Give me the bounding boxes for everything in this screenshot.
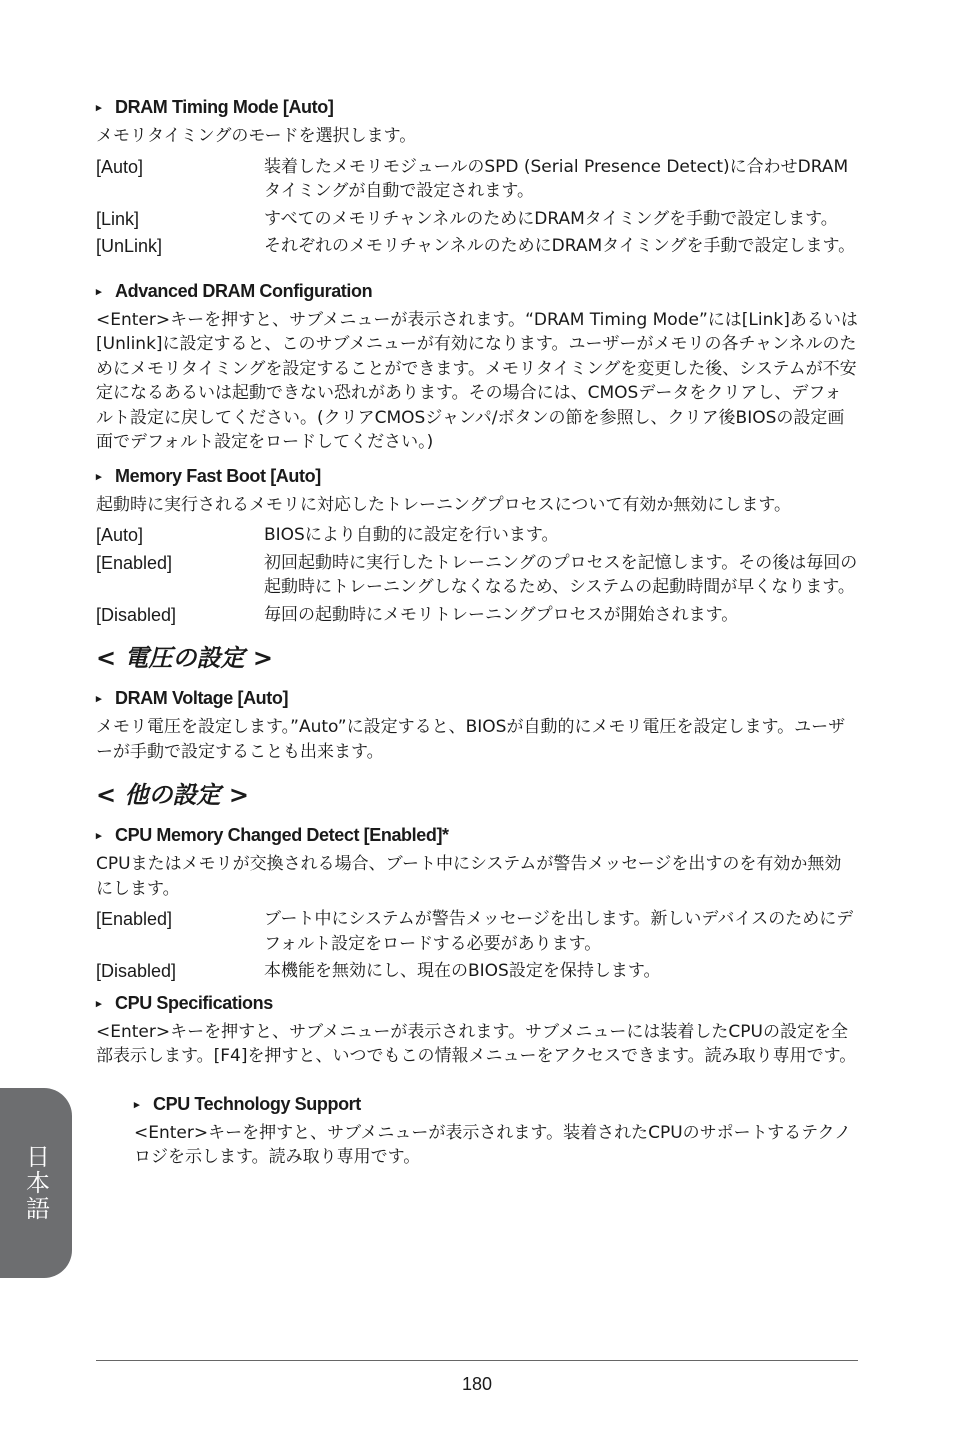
setting-heading-text: CPU Memory Changed Detect [Enabled]*: [115, 825, 449, 845]
setting-heading-text: CPU Technology Support: [153, 1093, 361, 1114]
option-description: ブート中にシステムが警告メッセージを出します。新しいデバイスのためにデフォルト設定をロードする必要があります。: [264, 909, 854, 954]
setting-heading: [96, 276, 858, 306]
setting-heading-text: Memory Fast Boot [Auto]: [115, 465, 321, 486]
language-tab-label: 日本語: [21, 1144, 50, 1222]
page-number: 180: [461, 1374, 493, 1394]
option-description: それぞれのメモリチャンネルのためにDRAMタイミングを手動で設定します。: [264, 236, 856, 256]
setting-heading: [134, 1089, 858, 1119]
option-key: [Enabled]: [96, 909, 173, 929]
option-row: [96, 155, 858, 204]
language-side-tab: [0, 1088, 72, 1278]
section-title: < 電圧の設定 >: [96, 644, 273, 672]
section-title: < 他の設定 >: [96, 781, 249, 809]
option-key: [Auto]: [96, 525, 144, 545]
option-key: [Auto]: [96, 156, 144, 177]
setting-heading: [96, 820, 858, 850]
description-paragraph: 起動時に実行されるメモリに対応したトレーニングプロセスについて有効か無効にします。: [96, 494, 791, 515]
setting-heading-text: DRAM Timing Mode [Auto]: [115, 97, 334, 117]
bullet-arrow-icon: ▸: [96, 830, 102, 842]
setting-heading: [96, 988, 858, 1018]
page-content: [96, 88, 858, 1176]
option-row: [96, 234, 858, 259]
option-description: BIOSにより自動的に設定を行います。: [264, 525, 559, 545]
setting-heading-text: Advanced DRAM Configuration: [115, 280, 373, 301]
option-description: すべてのメモリチャンネルのためにDRAMタイミングを手動で設定します。: [264, 208, 838, 229]
bullet-arrow-icon: ▸: [96, 997, 102, 1010]
option-row: [96, 959, 858, 984]
option-key: [Link]: [96, 208, 140, 229]
setting-heading: [96, 683, 858, 713]
description-paragraph: CPUまたはメモリが交換される場合、ブート中にシステムが警告メッセージを出すのを有効か無効にします。: [96, 854, 842, 899]
setting-heading-text: DRAM Voltage [Auto]: [115, 688, 289, 708]
spacer: [96, 262, 858, 272]
description-paragraph: メモリ電圧を設定します。”Auto”に設定すると、BIOSが自動的にメモリ電圧を設定します。ユーザーが手動で設定することも出来ます。: [96, 717, 846, 762]
description-paragraph: メモリタイミングのモードを選択します。: [96, 126, 417, 146]
option-row: [96, 551, 858, 600]
option-description: 初回起動時に実行したトレーニングのプロセスを記憶します。その後は毎回の起動時にトレーニングしなくなるため、システムの起動時間が早くなります。: [264, 552, 858, 597]
option-row: [96, 523, 858, 548]
spacer: [96, 1075, 858, 1085]
option-row: [96, 603, 858, 628]
option-key: [Disabled]: [96, 961, 177, 981]
option-key: [Enabled]: [96, 552, 173, 573]
bullet-arrow-icon: ▸: [134, 1098, 140, 1111]
option-description: 装着したメモリモジュールのSPD (Serial Presence Detect)に合わせDRAMタイミングが自動で設定されます。: [264, 156, 849, 201]
setting-heading-text: CPU Specifications: [115, 992, 273, 1013]
description-paragraph: <Enter>キーを押すと、サブメニューが表示されます。装着されたCPUのサポートするテクノロジを示します。読み取り専用です。: [134, 1122, 852, 1167]
setting-heading: [96, 461, 858, 491]
bullet-arrow-icon: ▸: [96, 693, 102, 705]
description-paragraph: <Enter>キーを押すと、サブメニューが表示されます。サブメニューには装着したCPUの設定を全部表示します。[F4]を押すと、いつでもこの情報メニューをアクセスできます。読み取り専用です。: [96, 1021, 857, 1066]
bullet-arrow-icon: ▸: [96, 102, 102, 114]
option-row: [96, 907, 858, 956]
bullet-arrow-icon: ▸: [96, 470, 102, 483]
option-key: [UnLink]: [96, 236, 163, 256]
option-key: [Disabled]: [96, 604, 177, 625]
option-row: [96, 207, 858, 232]
description-paragraph: <Enter>キーを押すと、サブメニューが表示されます。“DRAM Timing Mode”には[Link]あるいは[Unlink]に設定すると、このサブメニューが有効になります。ユーザーがメモリの各チャンネルのためにメモリタイミングを設定することができます。メモリタイミングを変更した後、システムが不安定になるあるいは起動できない恐れがあります。その場合には、CMOSデータをクリアし、デフォルト設定に戻してください。(クリアCMOSジャンパ/ボタンの節を参照し、クリア後BIOSの設定画面でデフォルト設定をロードしてください。): [96, 309, 858, 452]
footer-divider: [96, 1360, 858, 1361]
option-description: 毎回の起動時にメモリトレーニングプロセスが開始されます。: [264, 604, 739, 625]
setting-heading: [96, 92, 858, 122]
bullet-arrow-icon: ▸: [96, 285, 102, 298]
option-description: 本機能を無効にし、現在のBIOS設定を保持します。: [264, 961, 661, 981]
